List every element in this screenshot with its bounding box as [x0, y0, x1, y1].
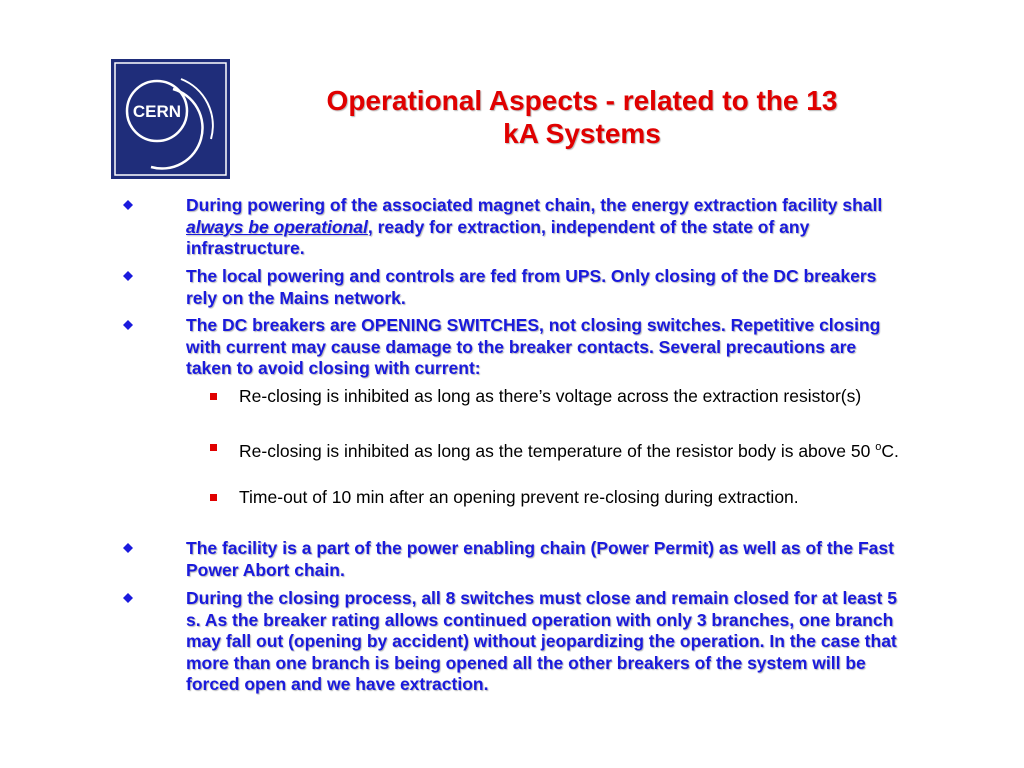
sub-bullet-item: Re-closing is inhibited as long as there’s voltage across the extraction resistor(s) — [239, 386, 909, 408]
diamond-bullet-icon — [123, 320, 133, 330]
square-bullet-icon — [210, 393, 217, 400]
slide-title-line1: Operational Aspects - related to the 13 — [326, 85, 838, 116]
bullet-item: During powering of the associated magnet chain, the energy extraction facility shall always be operational, ready for extraction, independent of the state of any infrastructure. — [186, 195, 906, 260]
sub-bullet-item: Time-out of 10 min after an opening prevent re-closing during extraction. — [239, 487, 909, 509]
diamond-bullet-icon — [123, 543, 133, 553]
emphasis-text: always be operational — [186, 216, 368, 237]
slide-title — [262, 84, 902, 150]
diamond-bullet-icon — [123, 271, 133, 281]
square-bullet-icon — [210, 494, 217, 501]
cern-logo-text: CERN — [132, 102, 182, 121]
diamond-bullet-icon — [123, 593, 133, 603]
bullet-item: The facility is a part of the power enabling chain (Power Permit) as well as of the Fast Power Abort chain. — [186, 538, 906, 581]
bullet-item: The DC breakers are OPENING SWITCHES, not closing switches. Repetitive closing with current may cause damage to the breaker contacts. Several precautions are taken to avoid closing with current: — [186, 315, 906, 380]
slide-title-line2: kA Systems — [503, 118, 661, 149]
bullet-item: During the closing process, all 8 switches must close and remain closed for at least 5 s. As the breaker rating allows continued operation with only 3 branches, one branch may fall out (opening by accident) without jeopardizing the operation. In the case that more than one branch is being opened all the other breakers of the system will be forced open and we have extraction. — [186, 588, 906, 696]
square-bullet-icon — [210, 444, 217, 451]
bullet-item: The local powering and controls are fed from UPS. Only closing of the DC breakers rely on the Mains network. — [186, 266, 906, 309]
sub-bullet-item: Re-closing is inhibited as long as the temperature of the resistor body is above 50 $^o$C. — [239, 437, 909, 462]
cern-logo — [111, 59, 230, 179]
diamond-bullet-icon — [123, 200, 133, 210]
